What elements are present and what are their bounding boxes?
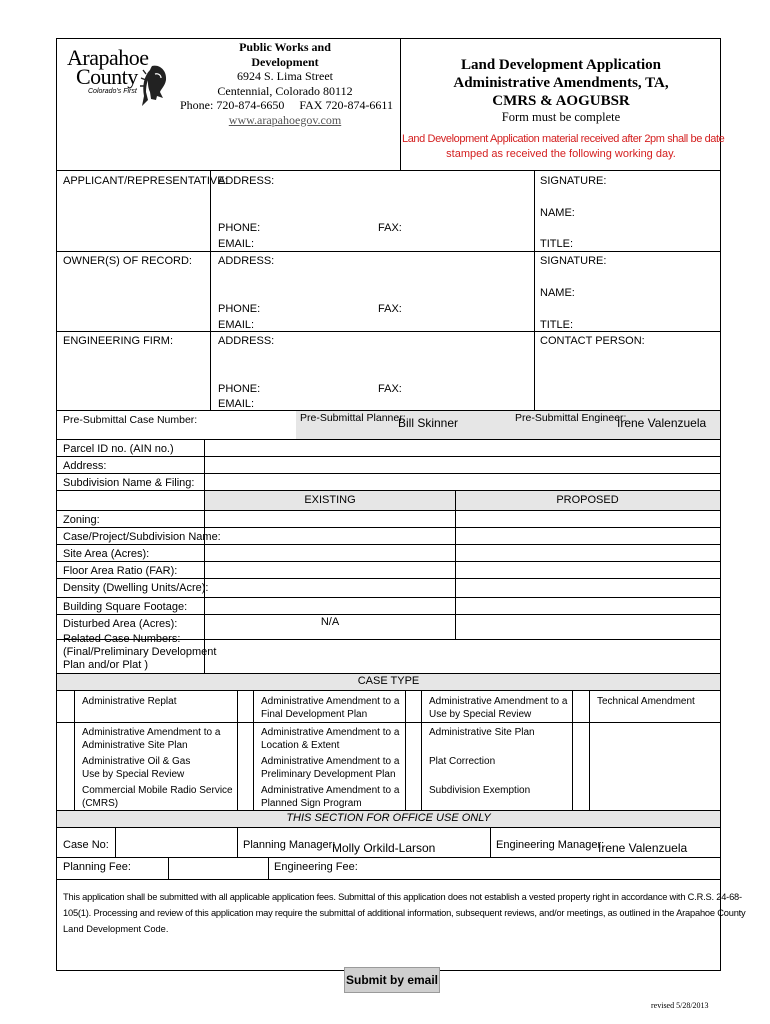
- engineering-firm-label: ENGINEERING FIRM:: [63, 335, 174, 347]
- related-line2: (Final/Preliminary Development: [63, 646, 217, 658]
- case-type-option-line: Commercial Mobile Radio Service: [82, 785, 233, 796]
- case-type-option: [82, 755, 190, 781]
- presubmittal-planner-label: Pre-Submittal Planner:: [300, 412, 406, 424]
- existing-proposed-row-label: Zoning:: [63, 514, 100, 526]
- website-link[interactable]: www.arapahoegov.com: [228, 112, 342, 127]
- existing-proposed-row-label: Case/Project/Subdivision Name:: [63, 531, 221, 543]
- form-title: [402, 56, 720, 110]
- case-type-option-line: Administrative Amendment to a: [261, 785, 400, 796]
- existing-proposed-row-label: Building Square Footage:: [63, 601, 188, 613]
- case-type-checkbox[interactable]: [239, 755, 253, 769]
- proposed-value-field[interactable]: [456, 579, 719, 594]
- existing-proposed-row-label: Density (Dwelling Units/Acre):: [63, 582, 209, 594]
- parcel-ain-label: Parcel ID no. (AIN no.): [63, 443, 174, 455]
- proposed-value-field[interactable]: [456, 545, 719, 560]
- office-use-header: THIS SECTION FOR OFFICE USE ONLY: [286, 812, 491, 824]
- logo-tagline: Colorado's First: [88, 88, 137, 95]
- case-type-option: [261, 726, 399, 752]
- case-type-option: [429, 755, 495, 768]
- engineering-manager-label: Engineering Manager:: [496, 839, 605, 851]
- dept-line2: Development: [251, 54, 319, 69]
- engineering-phone-label: PHONE:: [218, 383, 261, 395]
- dept-street: 6924 S. Lima Street: [237, 69, 333, 83]
- existing-value-field[interactable]: [206, 511, 454, 526]
- disclaimer-line3: Land Development Code.: [63, 924, 169, 934]
- proposed-value-field[interactable]: [456, 598, 719, 613]
- case-type-option-line: Administrative Oil & Gas: [82, 756, 191, 767]
- planning-manager-label: Planning Manager:: [243, 839, 336, 851]
- case-type-option-line: Technical Amendment: [597, 696, 695, 707]
- disclaimer-line2: 105(1). Processing and review of this application may require the submittal of additional information, subsequent reviews, and/or meetings, as outlined in the Arapahoe County: [63, 908, 746, 918]
- case-type-option: [429, 784, 530, 797]
- proposed-header: PROPOSED: [556, 494, 619, 506]
- case-type-checkbox[interactable]: [239, 726, 253, 740]
- engineering-email-label: EMAIL:: [218, 398, 255, 410]
- related-line3: Plan and/or Plat ): [63, 659, 148, 671]
- existing-value-field[interactable]: [206, 579, 454, 594]
- case-type-option-line: Administrative Site Plan: [82, 740, 188, 751]
- proposed-value-field[interactable]: [456, 511, 719, 526]
- presubmittal-engineer-value[interactable]: Irene Valenzuela: [617, 416, 707, 430]
- notice-line2: stamped as received the following working day.: [446, 148, 676, 160]
- applicant-address-label: ADDRESS:: [218, 175, 275, 187]
- case-no-label: Case No:: [63, 839, 109, 851]
- case-type-checkbox[interactable]: [239, 784, 253, 798]
- dept-city: Centennial, Colorado 80112: [217, 83, 353, 98]
- headdress-icon: [140, 62, 170, 108]
- case-type-checkbox[interactable]: [58, 726, 72, 740]
- case-type-option: [429, 695, 567, 721]
- existing-proposed-row-label: Disturbed Area (Acres):: [63, 618, 178, 630]
- dept-line1: Public Works and: [239, 40, 331, 54]
- proposed-value-field[interactable]: [456, 562, 719, 577]
- case-type-option-line: Administrative Amendment to a: [261, 727, 400, 738]
- title-line3: CMRS & AOGUBSR: [492, 93, 630, 109]
- existing-value-field[interactable]: [206, 545, 454, 560]
- case-type-option-line: Use by Special Review: [429, 709, 532, 720]
- dept-phone-fax: Phone: 720-874-6650 FAX 720-874-6611: [180, 98, 393, 112]
- case-type-option-line: Final Development Plan: [261, 709, 368, 720]
- related-line1: Related Case Numbers:: [63, 633, 181, 645]
- case-type-checkbox[interactable]: [407, 755, 421, 769]
- owner-phone-label: PHONE:: [218, 303, 261, 315]
- form-complete-note: Form must be complete: [501, 110, 621, 124]
- disclaimer-line1: This application shall be submitted with all applicable application fees. Submittal of this application does not establish a vested property right in accordance with C.R.S. 24-68-: [63, 892, 742, 902]
- planning-manager-value[interactable]: Molly Orkild-Larson: [332, 841, 436, 855]
- proposed-value-field[interactable]: [456, 615, 719, 630]
- logo-line1: Arapahoe: [67, 45, 149, 70]
- existing-value-field[interactable]: [206, 528, 454, 543]
- case-type-option: [82, 726, 220, 752]
- applicant-signature-label: SIGNATURE:: [540, 175, 607, 187]
- case-type-checkbox[interactable]: [407, 784, 421, 798]
- parcel-address-label: Address:: [63, 460, 107, 472]
- proposed-value-field[interactable]: [456, 528, 719, 543]
- applicant-email-label: EMAIL:: [218, 238, 255, 250]
- case-type-option-line: Administrative Amendment to a: [82, 727, 221, 738]
- presubmittal-planner-value[interactable]: Bill Skinner: [398, 416, 459, 430]
- title-line2: Administrative Amendments, TA,: [453, 75, 669, 91]
- case-type-option: [429, 726, 535, 739]
- applicant-label: APPLICANT/REPRESENTATIVE:: [63, 175, 228, 187]
- case-type-option: [261, 784, 399, 810]
- case-type-option-line: Subdivision Exemption: [429, 785, 531, 796]
- notice-line1: Land Development Application material received after 2pm shall be date: [402, 133, 725, 145]
- case-type-checkbox[interactable]: [407, 695, 421, 709]
- engineering-fee-label: Engineering Fee:: [274, 861, 358, 873]
- applicant-name-label: NAME:: [540, 207, 575, 219]
- case-type-option: [82, 695, 176, 708]
- logo-line2: County: [76, 64, 138, 89]
- existing-proposed-row-label: Site Area (Acres):: [63, 548, 150, 560]
- submit-by-email-button[interactable]: Submit by email: [344, 967, 440, 993]
- case-type-checkbox[interactable]: [574, 695, 588, 709]
- existing-value-field[interactable]: [206, 562, 454, 577]
- case-type-option-line: Location & Extent: [261, 740, 340, 751]
- case-type-option-line: (CMRS): [82, 798, 119, 809]
- planning-fee-label: Planning Fee:: [63, 861, 131, 873]
- disclaimer: [63, 889, 746, 937]
- related-cases-label: [63, 633, 216, 672]
- case-type-option: [82, 784, 233, 810]
- case-type-option-line: Administrative Amendment to a: [261, 756, 400, 767]
- applicant-fax-label: FAX:: [378, 222, 402, 234]
- engineering-manager-value[interactable]: Irene Valenzuela: [598, 841, 688, 855]
- subdivision-label: Subdivision Name & Filing:: [63, 477, 195, 489]
- case-type-option-line: Administrative Amendment to a: [429, 696, 568, 707]
- case-type-header: CASE TYPE: [357, 675, 420, 687]
- owner-signature-label: SIGNATURE:: [540, 255, 607, 267]
- existing-proposed-row-label: Floor Area Ratio (FAR):: [63, 565, 178, 577]
- received-notice: [402, 132, 725, 162]
- case-type-checkbox[interactable]: [58, 695, 72, 709]
- case-type-option: [261, 755, 399, 781]
- owner-label: OWNER(S) OF RECORD:: [63, 255, 192, 267]
- case-type-option-line: Administrative Site Plan: [429, 727, 535, 738]
- case-type-option-line: Administrative Amendment to a: [261, 696, 400, 707]
- disturbed-area-existing-value[interactable]: N/A: [320, 616, 340, 628]
- case-type-checkbox[interactable]: [58, 784, 72, 798]
- case-type-option-line: Preliminary Development Plan: [261, 769, 396, 780]
- case-type-checkbox[interactable]: [407, 726, 421, 740]
- engineering-fax-label: FAX:: [378, 383, 402, 395]
- existing-header: EXISTING: [304, 494, 356, 506]
- presubmittal-engineer-label: Pre-Submittal Engineer:: [515, 412, 627, 424]
- case-type-checkbox[interactable]: [239, 695, 253, 709]
- existing-value-field[interactable]: [206, 598, 454, 613]
- owner-email-label: EMAIL:: [218, 319, 255, 331]
- applicant-phone-label: PHONE:: [218, 222, 261, 234]
- case-type-option: [261, 695, 399, 721]
- case-type-option: [597, 695, 695, 708]
- owner-address-label: ADDRESS:: [218, 255, 275, 267]
- engineering-address-label: ADDRESS:: [218, 335, 275, 347]
- case-type-option-line: Administrative Replat: [82, 696, 177, 707]
- presubmittal-case-label: Pre-Submittal Case Number:: [63, 414, 198, 426]
- case-type-option-line: Use by Special Review: [82, 769, 185, 780]
- revised-date: revised 5/28/2013: [651, 1001, 709, 1010]
- case-type-option-line: Plat Correction: [429, 756, 496, 767]
- applicant-title-label: TITLE:: [540, 238, 574, 250]
- case-type-checkbox[interactable]: [58, 755, 72, 769]
- case-type-option-line: Planned Sign Program: [261, 798, 362, 809]
- owner-name-label: NAME:: [540, 287, 575, 299]
- owner-fax-label: FAX:: [378, 303, 402, 315]
- title-line1: Land Development Application: [460, 57, 662, 73]
- owner-title-label: TITLE:: [540, 319, 574, 331]
- engineering-contact-label: CONTACT PERSON:: [540, 335, 645, 347]
- department-block: [180, 40, 393, 127]
